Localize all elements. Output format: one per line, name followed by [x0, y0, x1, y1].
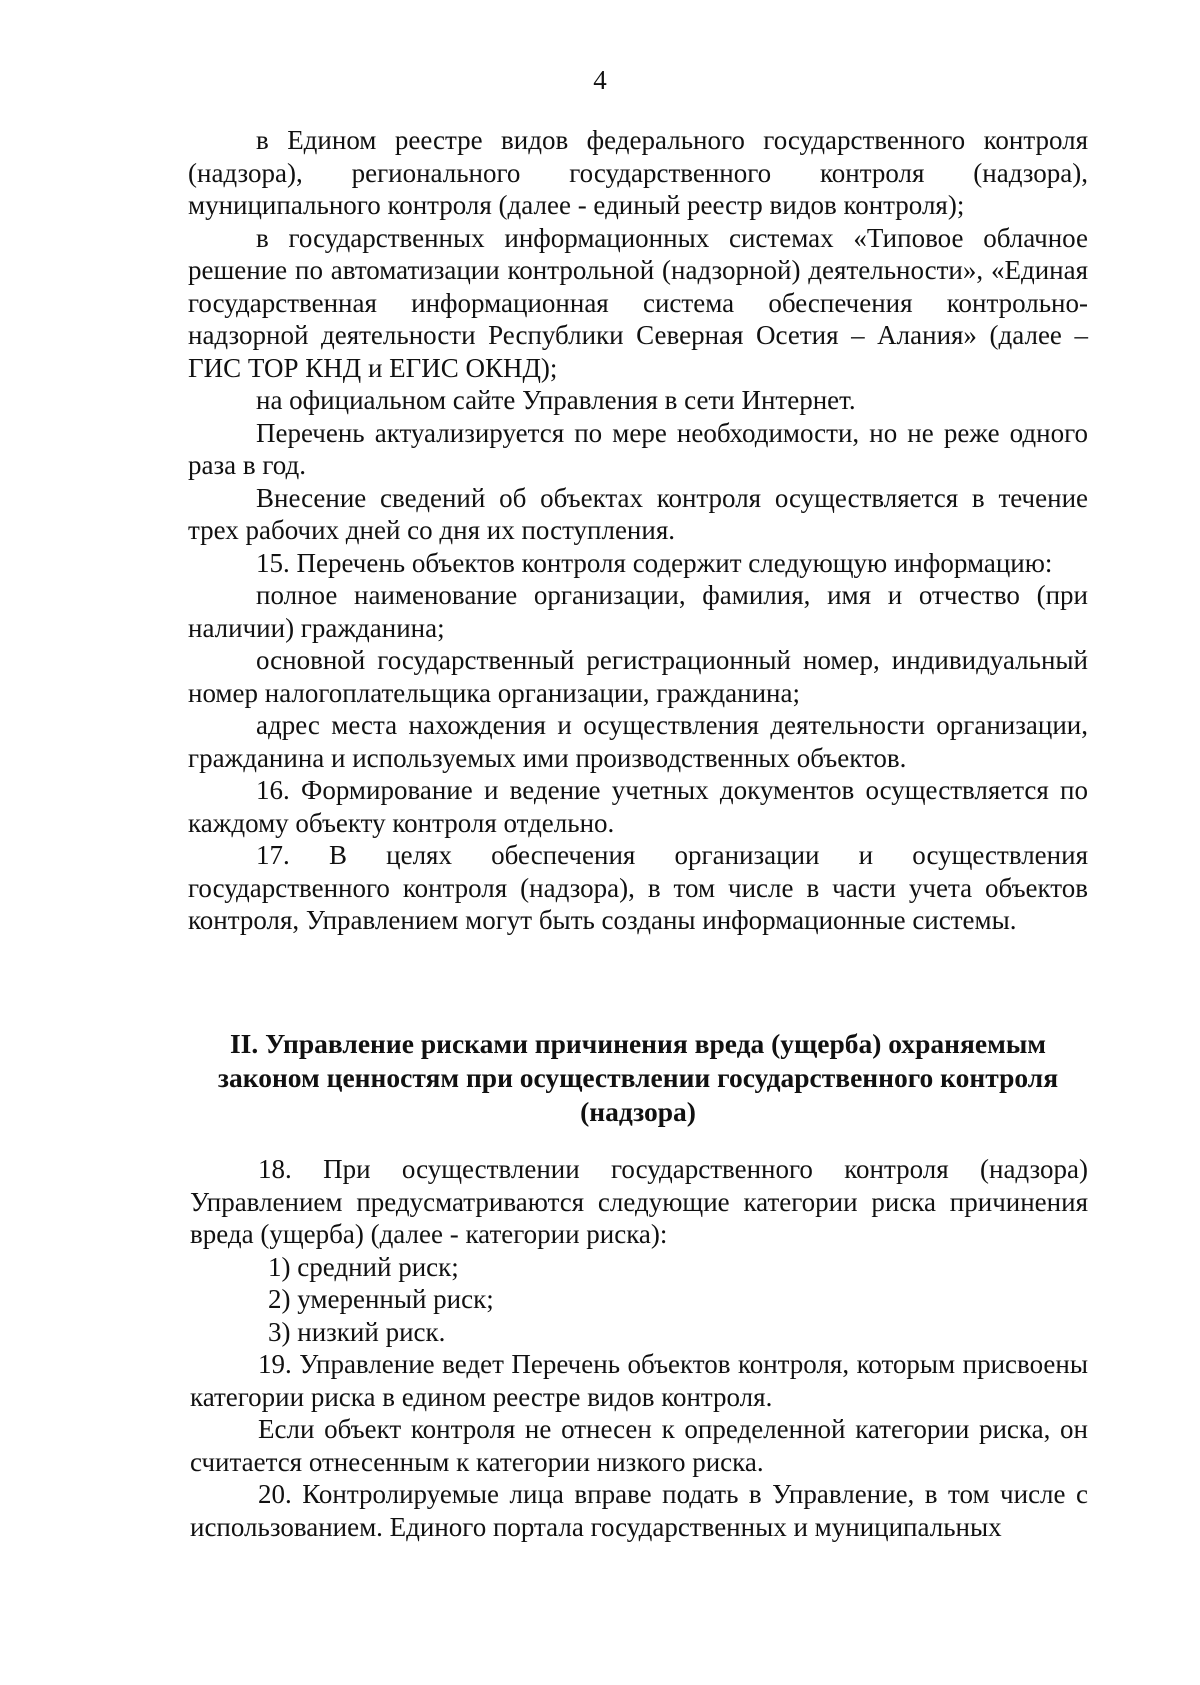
page-number: 4	[593, 65, 607, 95]
paragraph-list-updated: Перечень актуализируется по мере необходимости, но не реже одного раза в год.	[188, 417, 1088, 480]
risk-list-item-medium: 1) средний риск;	[268, 1251, 459, 1282]
paragraph-full-name: полное наименование организации, фамилия, имя и отчество (при наличии) гражданина;	[188, 580, 1088, 643]
paragraph-16: 16. Формирование и ведение учетных документов осуществляется по каждому объекту контроля отдельно.	[188, 775, 1088, 838]
paragraph-data-entry: Внесение сведений об объектах контроля осуществляется в течение трех рабочих дней со дня их поступления.	[188, 482, 1088, 545]
paragraph-18: 18. При осуществлении государственного контроля (надзора) Управлением предусматриваются следующие категории риска причинения вреда (ущерба) (далее - категории риска):	[190, 1154, 1088, 1249]
paragraph-15: 15. Перечень объектов контроля содержит следующую информацию:	[256, 547, 1053, 578]
paragraph-17: 17. В целях обеспечения организации и осуществления государственного контроля (надзора), в том числе в части учета объектов контроля, Управлением могут быть созданы информационные системы.	[188, 840, 1088, 935]
paragraph-information-systems: в государственных информационных системах «Типовое облачное решение по автоматизации контрольной (надзорной) деятельности», «Единая государственная информационная система обеспечения контрольно-надзорной деятельности Республики Северная Осетия – Алания» (далее – ГИС ТОР КНД и ЕГИС ОКНД);	[188, 222, 1088, 383]
paragraph-20: 20. Контролируемые лица вправе подать в Управление, в том числе с использованием. Единого портала государственных и муниципальных	[190, 1479, 1088, 1542]
paragraph-unified-registry: в Едином реестре видов федерального государственного контроля (надзора), регионального государственного контроля (надзора), муниципального контроля (далее - единый реестр видов контроля);	[188, 125, 1088, 220]
paragraph-low-risk-default: Если объект контроля не отнесен к определенной категории риска, он считается отнесенным к категории низкого риска.	[190, 1414, 1088, 1477]
section-1-body	[188, 124, 1088, 937]
paragraph-19: 19. Управление ведет Перечень объектов контроля, которым присвоены категории риска в едином реестре видов контроля.	[190, 1349, 1088, 1412]
paragraph-official-website: на официальном сайте Управления в сети Интернет.	[256, 385, 856, 415]
section-2-heading: II. Управление рисками причинения вреда (ущерба) охраняемым законом ценностям при осуществлении государственного контроля (надзора)	[217, 1028, 1059, 1127]
paragraph-registration-number: основной государственный регистрационный номер, индивидуальный номер налогоплательщика организации, гражданина;	[188, 645, 1088, 708]
section-2-body	[190, 1153, 1088, 1543]
risk-list-item-moderate: 2) умеренный риск;	[268, 1284, 494, 1314]
paragraph-address: адрес места нахождения и осуществления деятельности организации, гражданина и используемых ими производственных объектов.	[188, 710, 1088, 773]
risk-list-item-low: 3) низкий риск.	[268, 1316, 446, 1347]
